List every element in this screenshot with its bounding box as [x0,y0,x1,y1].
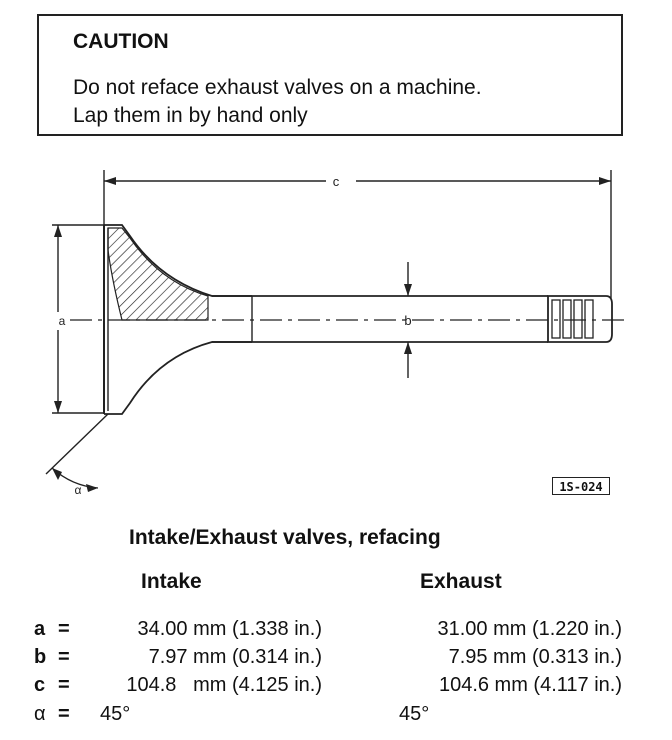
spec-equals: = [58,703,70,725]
spec-symbol: c [34,674,46,696]
caution-box [37,14,623,136]
spec-symbol: b [34,646,47,668]
valve-diagram [0,160,672,505]
label-a: a [58,314,66,328]
caution-text-line-1: Do not reface exhaust valves on a machine. [73,76,482,99]
spec-row-b [0,646,672,674]
spec-intake-value: 34.00 mm (1.338 in.) [137,618,322,640]
spec-intake-value: 7.97 mm (0.314 in.) [148,646,322,668]
exhaust-header: Exhaust [420,570,502,593]
spec-symbol: a [34,618,46,640]
spec-equals: = [58,618,70,640]
stem-tip [548,296,612,342]
label-c: c [332,174,340,189]
dimension-a [52,225,104,413]
label-b: b [404,313,412,328]
caution-title: CAUTION [73,30,169,53]
dimension-c [104,170,611,298]
spec-title: Intake/Exhaust valves, refacing [129,526,441,549]
spec-equals: = [58,646,70,668]
label-alpha: α [74,483,82,497]
spec-intake-value: 104.8 mm (4.125 in.) [126,674,322,696]
spec-equals: = [58,674,70,696]
spec-symbol: α [34,703,46,725]
dimension-alpha [46,414,108,497]
figure-code: 1S-024 [552,477,610,495]
intake-header: Intake [141,570,202,593]
spec-row-alpha [0,703,672,731]
spec-row-a [0,618,672,646]
dimension-b [404,262,412,378]
spec-exhaust-value: 7.95 mm (0.313 in.) [448,646,622,668]
spec-row-c [0,674,672,702]
caution-text-line-2: Lap them in by hand only [73,104,308,127]
spec-exhaust-value: 104.6 mm (4.117 in.) [438,674,622,696]
spec-exhaust-value: 31.00 mm (1.220 in.) [437,618,622,640]
spec-exhaust-value: 45° [399,703,430,725]
valve-stem [212,296,548,342]
spec-intake-value: 45° [100,703,131,725]
